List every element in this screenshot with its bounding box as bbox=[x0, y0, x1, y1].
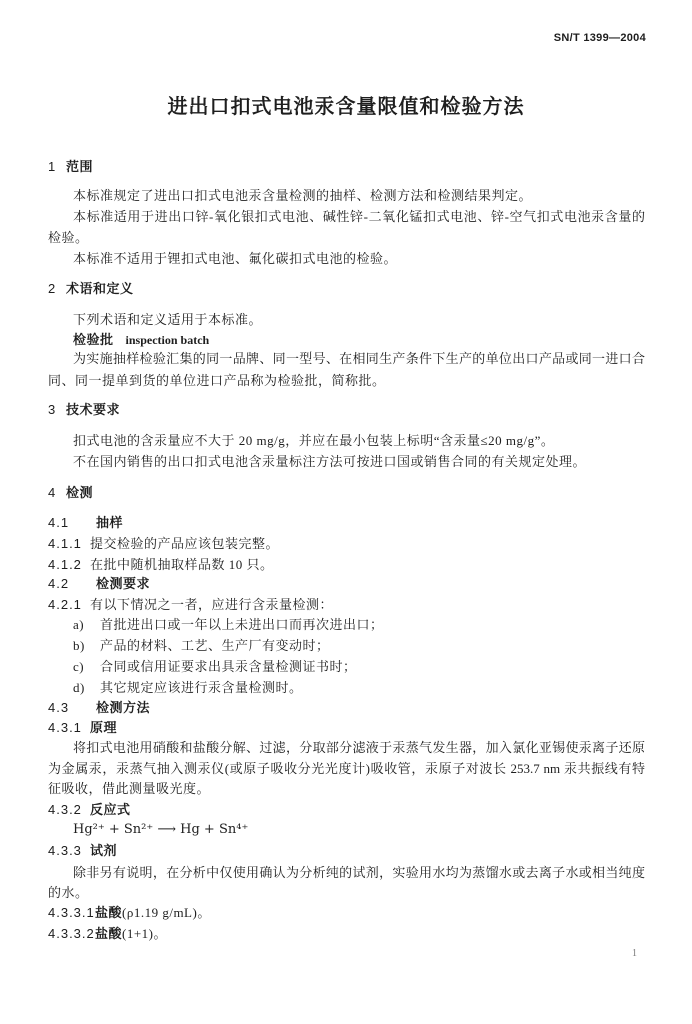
paragraph-line: 的水。 bbox=[48, 885, 89, 900]
reaction-equation: Hg²⁺ + Sn²⁺ ⟶ Hg + Sn⁴⁺ bbox=[73, 822, 249, 837]
definition-line: 同、同一提单到货的单位进口产品称为检验批，简称批。 bbox=[48, 373, 386, 388]
list-text: 合同或信用证要求出具汞含量检测证书时； bbox=[100, 659, 357, 674]
clause-number: 4.3.3 bbox=[48, 843, 82, 858]
subsection-title: 检测要求 bbox=[96, 576, 151, 591]
paragraph-line: 征吸收，借此测量吸光度。 bbox=[48, 781, 211, 796]
list-item bbox=[73, 636, 330, 656]
list-text: 其它规定应该进行汞含量检测时。 bbox=[100, 680, 303, 695]
list-text: 产品的材料、工艺、生产厂有变动时； bbox=[100, 638, 330, 653]
paragraph-line: 本标准规定了进出口扣式电池汞含量检测的抽样、检测方法和检测结果判定。 bbox=[73, 188, 533, 203]
subsection-number: 4.3 bbox=[48, 700, 70, 715]
reagent-number: 4.3.3.2 bbox=[48, 926, 95, 941]
clause-heading bbox=[48, 800, 131, 820]
paragraph-line: 本标准适用于进出口锌-氧化银扣式电池、碱性锌-二氧化锰扣式电池、锌-空气扣式电池汞含量的 bbox=[73, 209, 645, 224]
section-title: 术语和定义 bbox=[66, 281, 134, 296]
subsection-number: 4.2 bbox=[48, 576, 70, 591]
clause-number: 4.3.2 bbox=[48, 802, 82, 817]
clause-heading bbox=[48, 841, 117, 861]
list-marker: a) bbox=[73, 617, 85, 632]
section-heading bbox=[48, 279, 134, 299]
section-title: 技术要求 bbox=[66, 402, 121, 417]
reagent-spec: (1+1)。 bbox=[122, 926, 168, 941]
list-marker: d) bbox=[73, 680, 85, 695]
reagent-name: 盐酸 bbox=[95, 926, 123, 941]
list-item bbox=[73, 657, 357, 677]
section-number: 3 bbox=[48, 402, 57, 417]
subsection-heading bbox=[48, 574, 150, 594]
clause bbox=[48, 595, 333, 615]
section-number: 1 bbox=[48, 159, 57, 174]
clause-number: 4.1.2 bbox=[48, 557, 82, 572]
clause-number: 4.1.1 bbox=[48, 536, 82, 551]
section-title: 检测 bbox=[66, 485, 94, 500]
section-heading bbox=[48, 157, 93, 177]
clause-heading bbox=[48, 718, 117, 738]
subsection-number: 4.1 bbox=[48, 515, 70, 530]
document-title: 进出口扣式电池汞含量限值和检验方法 bbox=[167, 94, 525, 118]
clause bbox=[48, 555, 274, 575]
section-heading bbox=[48, 400, 120, 420]
paragraph-line: 将扣式电池用硝酸和盐酸分解、过滤，分取部分滤液于汞蒸气发生器，加入氯化亚锡使汞离子还原 bbox=[73, 740, 645, 755]
reagent-item bbox=[48, 903, 211, 923]
subsection-heading bbox=[48, 698, 150, 718]
clause-text: 在批中随机抽取样品数 10 只。 bbox=[90, 557, 274, 572]
definition-line: 为实施抽样检验汇集的同一品牌、同一型号、在相同生产条件下生产的单位出口产品或同一进口合 bbox=[73, 351, 645, 366]
clause-number: 4.2.1 bbox=[48, 597, 82, 612]
clause-title: 反应式 bbox=[90, 802, 131, 817]
paragraph-line: 扣式电池的含汞量应不大于 20 mg/g，并应在最小包装上标明“含汞量≤20 mg/g”。 bbox=[73, 433, 555, 448]
term-entry bbox=[73, 330, 209, 350]
term-en: inspection batch bbox=[125, 333, 210, 347]
clause-text: 提交检验的产品应该包装完整。 bbox=[90, 536, 280, 551]
reagent-name: 盐酸 bbox=[95, 905, 123, 920]
page-number: 1 bbox=[632, 948, 637, 959]
subsection-title: 检测方法 bbox=[96, 700, 151, 715]
section-title: 范围 bbox=[66, 159, 94, 174]
list-item bbox=[73, 615, 384, 635]
paragraph-line: 不在国内销售的出口扣式电池含汞量标注方法可按进口国或销售合同的有关规定处理。 bbox=[73, 454, 587, 469]
subsection-heading bbox=[48, 513, 123, 533]
clause-number: 4.3.1 bbox=[48, 720, 82, 735]
list-text: 首批进出口或一年以上未进出口而再次进出口； bbox=[100, 617, 384, 632]
list-marker: c) bbox=[73, 659, 85, 674]
list-marker: b) bbox=[73, 638, 85, 653]
standard-code: SN/T 1399—2004 bbox=[553, 32, 646, 44]
reagent-spec: (ρ1.19 g/mL)。 bbox=[122, 905, 211, 920]
clause bbox=[48, 534, 279, 554]
reagent-number: 4.3.3.1 bbox=[48, 905, 95, 920]
section-number: 2 bbox=[48, 281, 57, 296]
subsection-title: 抽样 bbox=[96, 515, 124, 530]
clause-title: 试剂 bbox=[90, 843, 118, 858]
term-zh: 检验批 bbox=[73, 332, 114, 347]
paragraph-line: 下列术语和定义适用于本标准。 bbox=[73, 312, 263, 327]
paragraph-line: 本标准不适用于锂扣式电池、氟化碳扣式电池的检验。 bbox=[73, 251, 398, 266]
list-item bbox=[73, 678, 303, 698]
section-number: 4 bbox=[48, 485, 57, 500]
clause-text: 有以下情况之一者，应进行含汞量检测： bbox=[90, 597, 334, 612]
paragraph-line: 为金属汞，汞蒸气抽入测汞仪(或原子吸收分光光度计)吸收管，汞原子对波长 253.7 nm 汞共振线有特 bbox=[48, 761, 645, 776]
reagent-item bbox=[48, 924, 167, 944]
paragraph-line: 检验。 bbox=[48, 230, 89, 245]
paragraph-line: 除非另有说明，在分析中仅使用确认为分析纯的试剂，实验用水均为蒸馏水或去离子水或相当纯度 bbox=[73, 865, 645, 880]
section-heading bbox=[48, 483, 93, 503]
clause-title: 原理 bbox=[90, 720, 118, 735]
